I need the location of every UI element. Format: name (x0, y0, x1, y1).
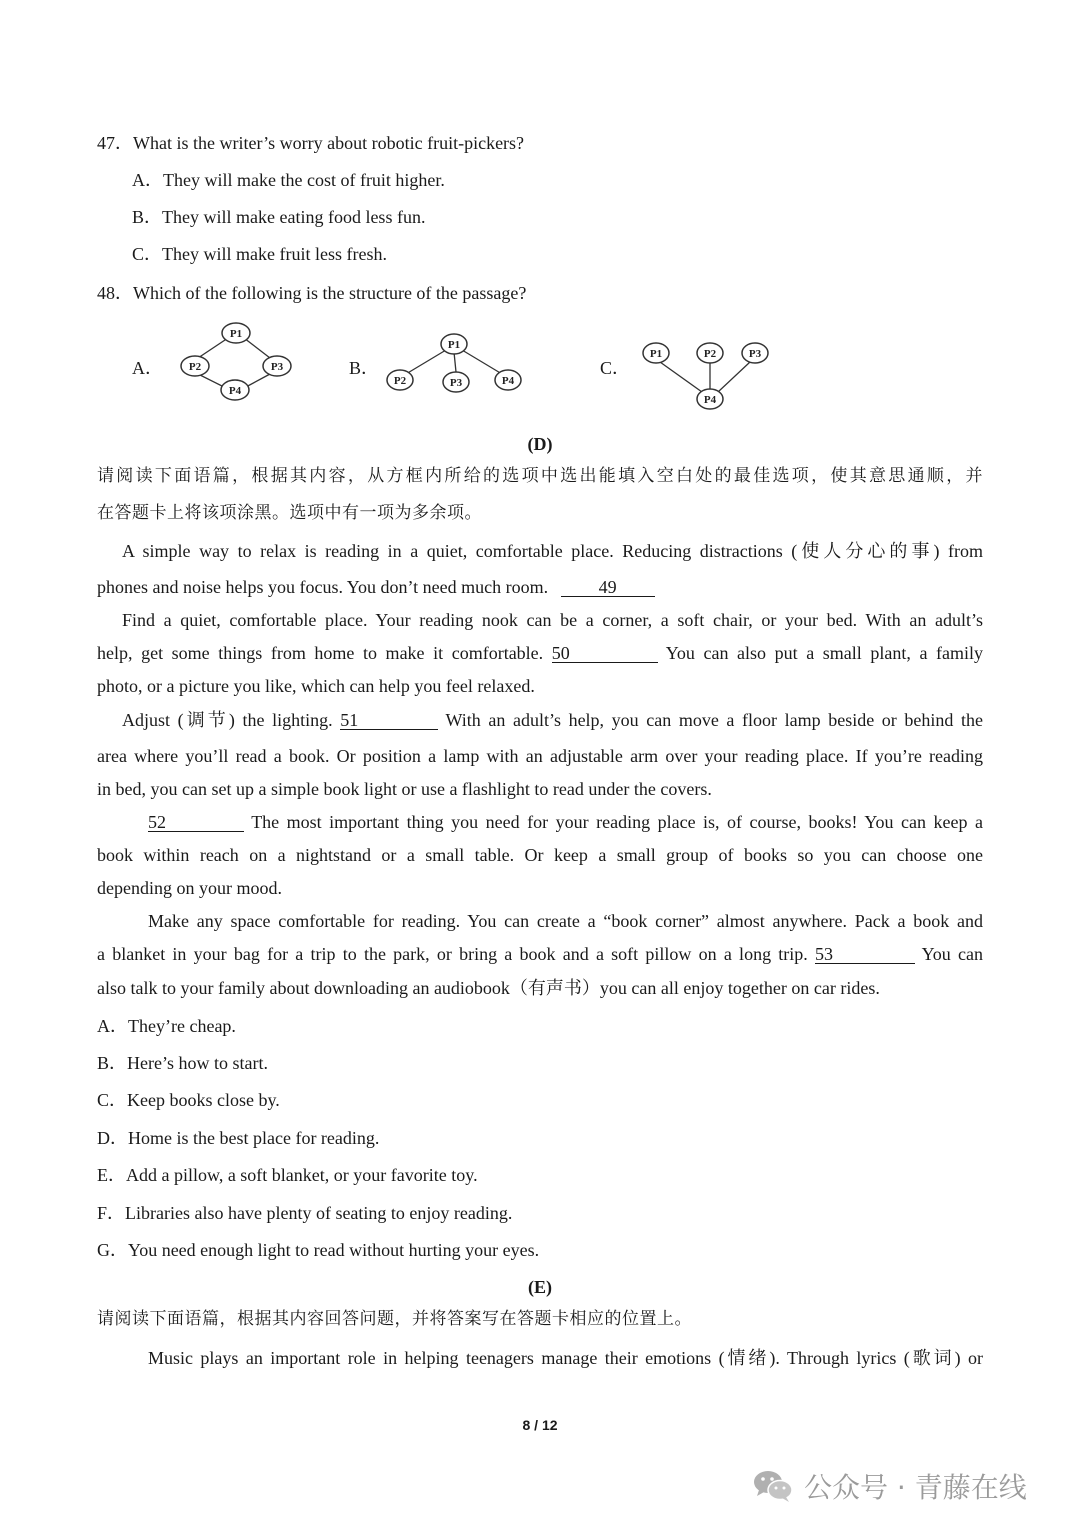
passage-line: Make any space comfortable for reading. You can create a “book corner” almost anywhere. Pack a book and (148, 911, 983, 931)
q48-question: 48．Which of the following is the structure of the passage? (97, 283, 527, 303)
diagram-b (380, 330, 530, 396)
diagram-b-node: P1 (447, 339, 461, 351)
choice-a: A．They’re cheap. (97, 1016, 236, 1036)
q48-label-b: B． (349, 358, 380, 378)
wechat-icon (752, 1468, 794, 1504)
section-e-instruction: 请阅读下面语篇，根据其内容回答问题，并将答案写在答题卡相应的位置上。 (97, 1309, 692, 1329)
section-d-instruction: 在答题卡上将该项涂黑。选项中有一项为多余项。 (97, 503, 482, 523)
choice-d: D．Home is the best place for reading. (97, 1128, 380, 1148)
diagram-c (636, 336, 776, 414)
passage-line: A simple way to relax is reading in a quiet, comfortable place. Reducing distractions (使人分心的事) from (122, 541, 983, 561)
passage-line: book within reach on a nightstand or a small table. Or keep a small group of books so you can choose one (97, 845, 983, 865)
diagram-c-node: P3 (748, 348, 762, 360)
diagram-a (170, 316, 300, 404)
passage-line: in bed, you can set up a simple book light or use a flashlight to read under the covers. (97, 779, 712, 799)
passage-line: Find a quiet, comfortable place. Your reading nook can be a corner, a soft chair, or your bed. With an adult’s (122, 610, 983, 630)
diagram-c-node: P4 (703, 394, 717, 406)
diagram-a-node: P1 (229, 328, 243, 340)
watermark-text: 公众号 · 青藤在线 (804, 1471, 1027, 1504)
diagram-c-node: P2 (703, 348, 717, 360)
q48-label-a: A． (132, 358, 163, 378)
page-number: 8 / 12 (522, 1417, 558, 1433)
q47-question: 47．What is the writer’s worry about robotic fruit-pickers? (97, 133, 525, 153)
q47-option-c: C．They will make fruit less fresh. (132, 244, 387, 264)
passage-line: photo, or a picture you like, which can help you feel relaxed. (97, 676, 535, 696)
passage-line: Music plays an important role in helping teenagers manage their emotions (情绪). Through lyrics (歌词) or (148, 1348, 983, 1368)
diagram-b-node: P4 (501, 375, 515, 387)
blank-51[interactable]: 51 (340, 711, 438, 730)
diagram-a-node: P3 (270, 361, 284, 373)
passage-line: 52 The most important thing you need for your reading place is, of course, books! You can keep a (148, 812, 983, 832)
diagram-a-node: P2 (188, 361, 202, 373)
diagram-c-node: P1 (649, 348, 663, 360)
passage-line: help, get some things from home to make it comfortable. 50 You can also put a small plant, a family (97, 643, 984, 663)
q47-option-b: B．They will make eating food less fun. (132, 207, 426, 227)
diagram-b-node: P2 (393, 375, 407, 387)
choice-e: E．Add a pillow, a soft blanket, or your favorite toy. (97, 1165, 478, 1185)
q47-option-a: A．They will make the cost of fruit higher. (132, 170, 445, 190)
q48-label-c: C． (600, 358, 631, 378)
choice-g: G．You need enough light to read without hurting your eyes. (97, 1240, 540, 1260)
choice-b: B．Here’s how to start. (97, 1053, 268, 1073)
passage-line: also talk to your family about downloading an audiobook（有声书）you can all enjoy together on car rides. (97, 978, 880, 998)
choice-f: F．Libraries also have plenty of seating to enjoy reading. (97, 1203, 513, 1223)
choice-c: C．Keep books close by. (97, 1090, 280, 1110)
section-d-instruction: 请阅读下面语篇，根据其内容，从方框内所给的选项中选出能填入空白处的最佳选项，使其意思通顺，并 (97, 466, 983, 486)
blank-49[interactable]: 49 (561, 578, 655, 597)
diagram-b-node: P3 (449, 377, 463, 389)
passage-line: area where you’ll read a book. Or position a lamp with an adjustable arm over your reading place. If you’re reading (97, 746, 983, 766)
passage-line: Adjust (调节) the lighting. 51 With an adult’s help, you can move a floor lamp beside or behind the (122, 710, 983, 730)
diagram-a-node: P4 (228, 385, 242, 397)
watermark (752, 1466, 1027, 1506)
blank-53[interactable]: 53 (815, 945, 915, 964)
section-e-heading: (E) (528, 1277, 552, 1297)
passage-line: phones and noise helps you focus. You don’t need much room. 49 (97, 576, 655, 598)
blank-50[interactable]: 50 (552, 644, 658, 663)
section-d-heading: (D) (527, 434, 553, 454)
passage-line: a blanket in your bag for a trip to the park, or bring a book and a soft pillow on a long trip. 53 You can (97, 944, 983, 964)
passage-line: depending on your mood. (97, 878, 282, 898)
blank-52[interactable]: 52 (148, 813, 244, 832)
